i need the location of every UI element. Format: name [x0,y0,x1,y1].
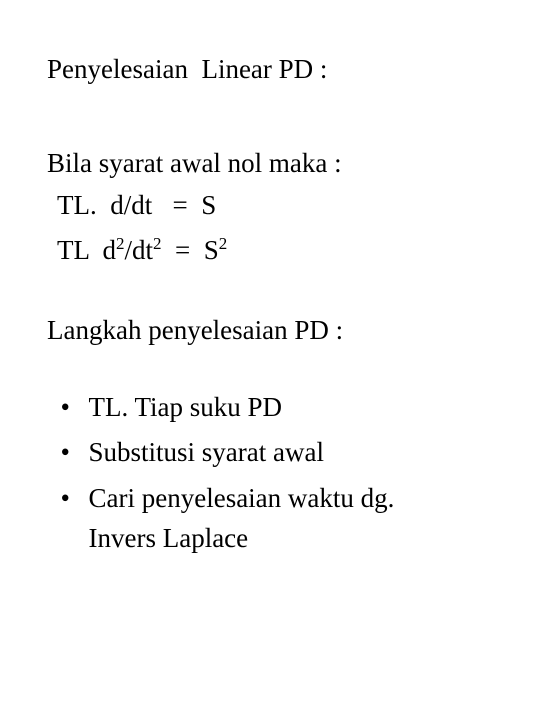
list-item-line: Cari penyelesaian waktu dg. [88,483,395,513]
list-item-line: Invers Laplace [88,523,249,553]
formula-part-b: /dt [124,235,153,265]
list-item [47,447,394,555]
section-heading-steps: Langkah penyelesaian PD : [47,315,344,345]
bullet-icon: • [60,483,70,513]
list-item-text: Substitusi syarat awal [88,437,324,467]
formula-exponent-b: 2 [153,234,162,253]
page-title: Penyelesaian Linear PD : [47,54,328,84]
formula-part-a: TL d [57,235,116,265]
formula-exponent-c: 2 [218,234,228,253]
formula-exponent-a: 2 [115,234,125,253]
formula-part-c: = S [161,235,219,265]
list-item-text [89,481,395,555]
formula-text: TL. d/dt = S [57,190,217,220]
bullet-icon: • [60,392,70,422]
bullet-icon: • [60,437,70,467]
formula-first-derivative [57,188,216,222]
section-heading-initial-conditions: Bila syarat awal nol maka : [47,148,342,178]
formula-second-derivative [57,233,227,267]
list-item-text: TL. Tiap suku PD [88,392,283,422]
